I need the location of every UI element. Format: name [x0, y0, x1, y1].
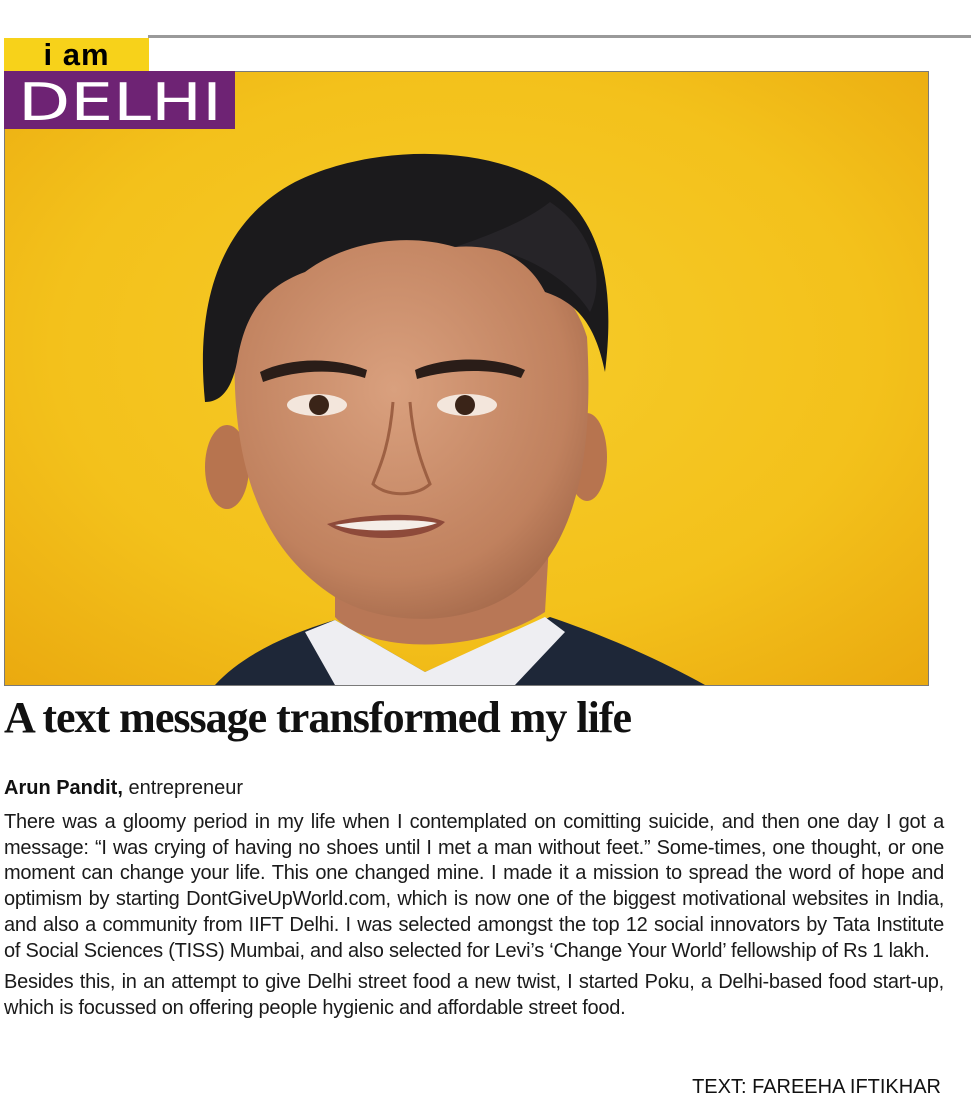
author-name: Arun Pandit, [4, 777, 123, 799]
author-role: entrepreneur [128, 777, 243, 799]
masthead-prefix: i am [4, 38, 149, 71]
masthead-logo [4, 71, 235, 129]
article-paragraph: There was a gloomy period in my life when I contemplated on comitting suicide, and then one day I got a message: “I was crying of having no shoes until I met a man without feet.” Some-times, one thought, or one moment can change your life. This one changed mine. I made it a mission to spread the word of hope and optimism by starting DontGiveUpWorld.com, which is now one of the biggest motivational websites in India, and also a community from IIFT Delhi. I was selected amongst the top 12 social innovators by Tata Institute of Social Sciences (TISS) Mumbai, and also selected for Levi’s ‘Change Your World’ fellowship of Rs 1 lakh. [4, 811, 944, 962]
article-headline: A text message transformed my life [4, 693, 632, 742]
top-rule [148, 35, 971, 38]
portrait-photo [4, 71, 929, 686]
article-paragraph: Besides this, in an attempt to give Delhi street food a new twist, I started Poku, a Delhi-based food start-up, which is focussed on offering people hygienic and affordable street food. [4, 971, 944, 1019]
article-body [4, 810, 944, 1022]
masthead-title: DELHI [18, 73, 222, 129]
portrait-illustration [5, 72, 928, 685]
byline [4, 776, 243, 800]
text-credit: TEXT: FAREEHA IFTIKHAR [692, 1076, 941, 1098]
